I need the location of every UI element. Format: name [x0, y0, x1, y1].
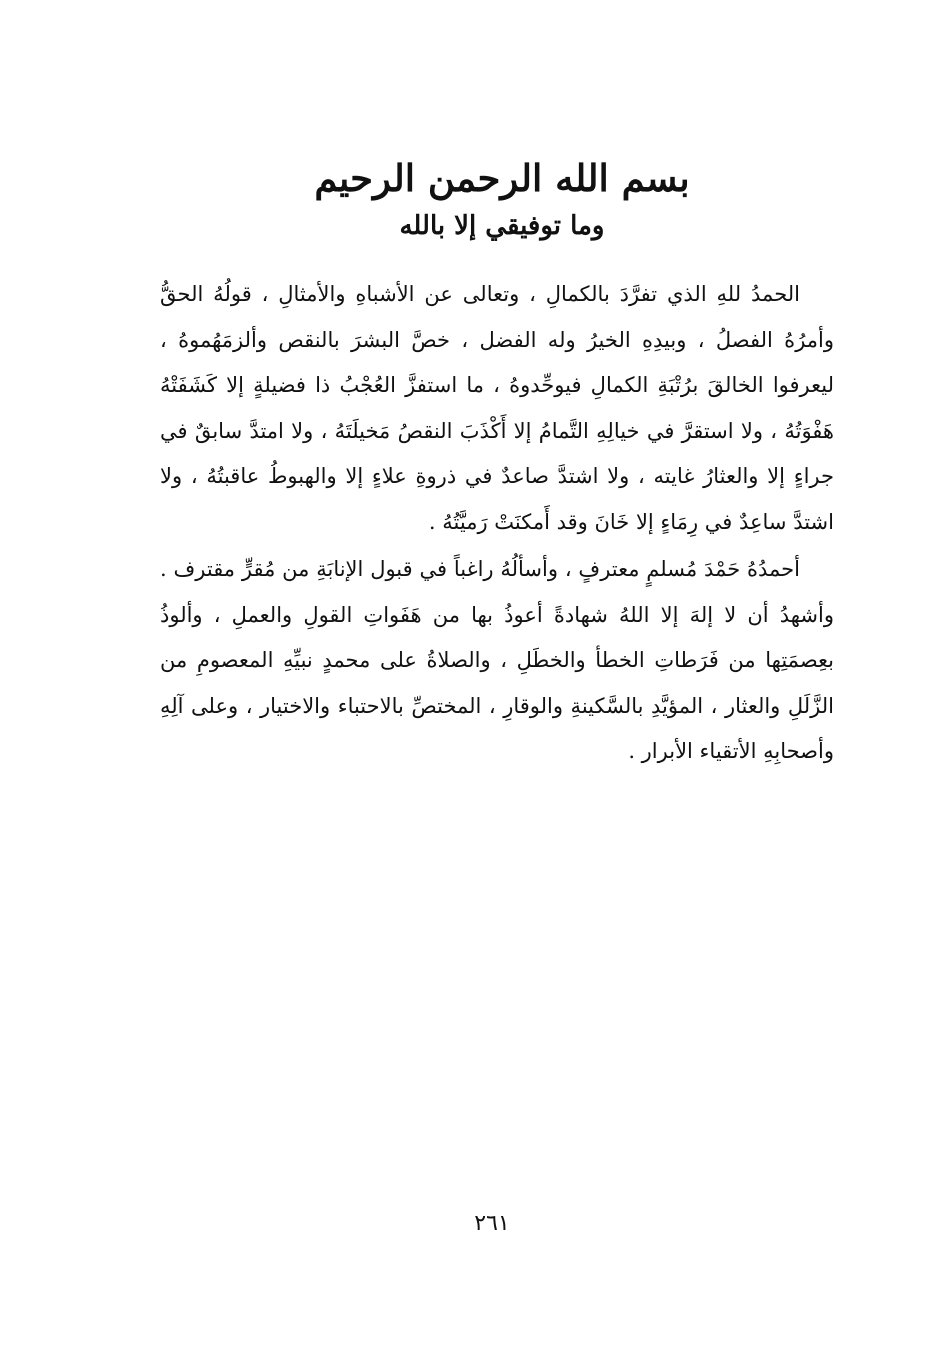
paragraph-1: الحمدُ للهِ الذي تفرَّدَ بالكمالِ ، وتعالى عن الأشباهِ والأمثالِ ، قولُهُ الحقُّ وأمرُهُ الفصلُ ، وبيدِهِ الخيرُ وله الفضل ، خصَّ البشرَ بالنقص وألزمَهُموهُ ، ليعرفوا الخالقَ برُتْبَةِ الكمالِ فيوحِّدوهُ ، ما استفزَّ العُجْبُ ذا فضيلةٍ إلا كَشَفَتْهُ هَفْوَتُهُ ، ولا استقرَّ في خيالِهِ التَّمامُ إلا أَكْذَبَ النقصُ مَخيلَتَهُ ، ولا امتدَّ سابقٌ في جراءٍ إلا والعثارُ غايته ، ولا اشتدَّ صاعدٌ في ذروةِ علاءٍ إلا والهبوطُ عاقبتُهُ ، ولا اشتدَّ ساعِدٌ في رِمَاءٍ إلا خَانَ وقد أَمكنَتْ رَميَّتُهُ .	[160, 282, 834, 534]
paragraph-2: أحمدُهُ حَمْدَ مُسلمٍ معترفٍ ، وأسألُهُ راغباً في قبول الإنابَةِ من مُقرٍّ مقترف . وأشهدُ أن لا إلهَ إلا اللهُ شهادةً أعوذُ بها من هَفَواتِ القولِ والعملِ ، وألوذُ بعِصمَتِها من فَرَطاتِ الخطأ والخطَلِ ، والصلاةُ على محمدٍ نبيِّهِ المعصومِ من الزَّلَلِ والعثار ، المؤيَّدِ بالسَّكينةِ والوقارِ ، المختصِّ بالاحتباء والاختيار ، وعلى آلِهِ وأصحابِهِ الأتقياء الأبرار .	[160, 557, 835, 763]
tawfiq-subtitle: وما توفيقي إلا بالله	[399, 211, 605, 241]
page-heading	[0, 150, 944, 246]
page-number: ٢٦١	[474, 1211, 510, 1236]
basmala-title: بسم الله الرحمن الرحيم	[314, 156, 690, 200]
body-text	[160, 272, 834, 775]
